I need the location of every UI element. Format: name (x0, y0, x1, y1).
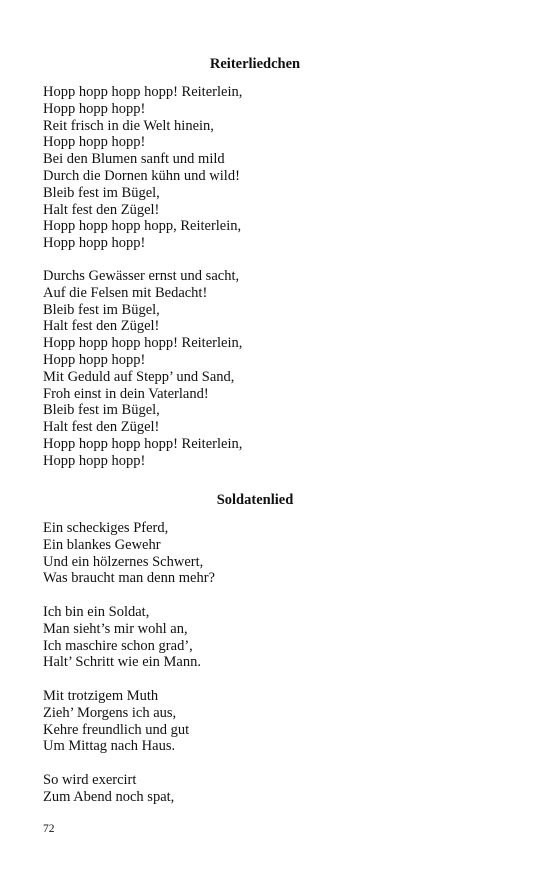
verse-line: Ich bin ein Soldat, (43, 604, 150, 620)
stanza (43, 772, 174, 806)
stanza (43, 268, 242, 470)
verse-line: Ein scheckiges Pferd, (43, 520, 169, 536)
verse-line: Man sieht’s mir wohl an, (43, 620, 188, 637)
stanza (43, 520, 215, 587)
verse-line: Ein blankes Gewehr (43, 536, 161, 553)
verse-line: Froh einst in dein Vaterland! (43, 385, 209, 402)
verse-line: So wird exercirt (43, 772, 137, 788)
verse-line: Zieh’ Morgens ich aus, (43, 704, 177, 721)
verse-line: Um Mittag nach Haus. (43, 738, 176, 755)
verse-line: Hopp hopp hopp hopp, Reiterlein, (43, 218, 242, 235)
verse-line: Bleib fest im Bügel, (43, 184, 160, 201)
verse-line: Hopp hopp hopp! (43, 351, 146, 368)
verse-line: Und ein hölzernes Schwert, (43, 553, 204, 570)
verse-line: Was braucht man denn mehr? (43, 570, 215, 587)
verse-line: Hopp hopp hopp! (43, 100, 146, 117)
verse-line: Zum Abend noch spat, (43, 788, 175, 805)
stanza (43, 84, 242, 252)
verse-line: Halt fest den Zügel! (43, 201, 160, 218)
poem-title: Reiterliedchen (209, 56, 301, 72)
verse-line: Hopp hopp hopp hopp! Reiterlein, (43, 335, 243, 352)
verse-line: Hopp hopp hopp! (43, 134, 146, 151)
verse-line: Hopp hopp hopp hopp! Reiterlein, (43, 84, 243, 100)
verse-line: Halt’ Schritt wie ein Mann. (43, 654, 201, 671)
verse-line: Hopp hopp hopp! (43, 235, 146, 252)
verse-line: Bleib fest im Bügel, (43, 402, 160, 419)
verse-line: Auf die Felsen mit Bedacht! (43, 284, 208, 301)
verse-line: Halt fest den Zügel! (43, 419, 160, 436)
stanza (43, 604, 201, 671)
verse-line: Bei den Blumen sanft und mild (43, 151, 225, 168)
verse-line: Hopp hopp hopp! (43, 452, 146, 469)
verse-line: Durch die Dornen kühn und wild! (43, 167, 240, 184)
verse-line: Durchs Gewässer ernst und sacht, (43, 268, 240, 284)
verse-line: Hopp hopp hopp hopp! Reiterlein, (43, 435, 243, 452)
poem-title: Soldatenlied (216, 492, 294, 508)
verse-line: Kehre freundlich und gut (43, 721, 190, 738)
verse-line: Mit Geduld auf Stepp’ und Sand, (43, 368, 235, 385)
verse-line: Reit frisch in die Welt hinein, (43, 117, 214, 134)
stanza (43, 688, 189, 755)
verse-line: Ich maschire schon grad’, (43, 637, 193, 654)
verse-line: Bleib fest im Bügel, (43, 301, 160, 318)
verse-line: Halt fest den Zügel! (43, 318, 160, 335)
verse-line: Mit trotzigem Muth (43, 688, 159, 704)
page-number: 72 (43, 823, 55, 835)
